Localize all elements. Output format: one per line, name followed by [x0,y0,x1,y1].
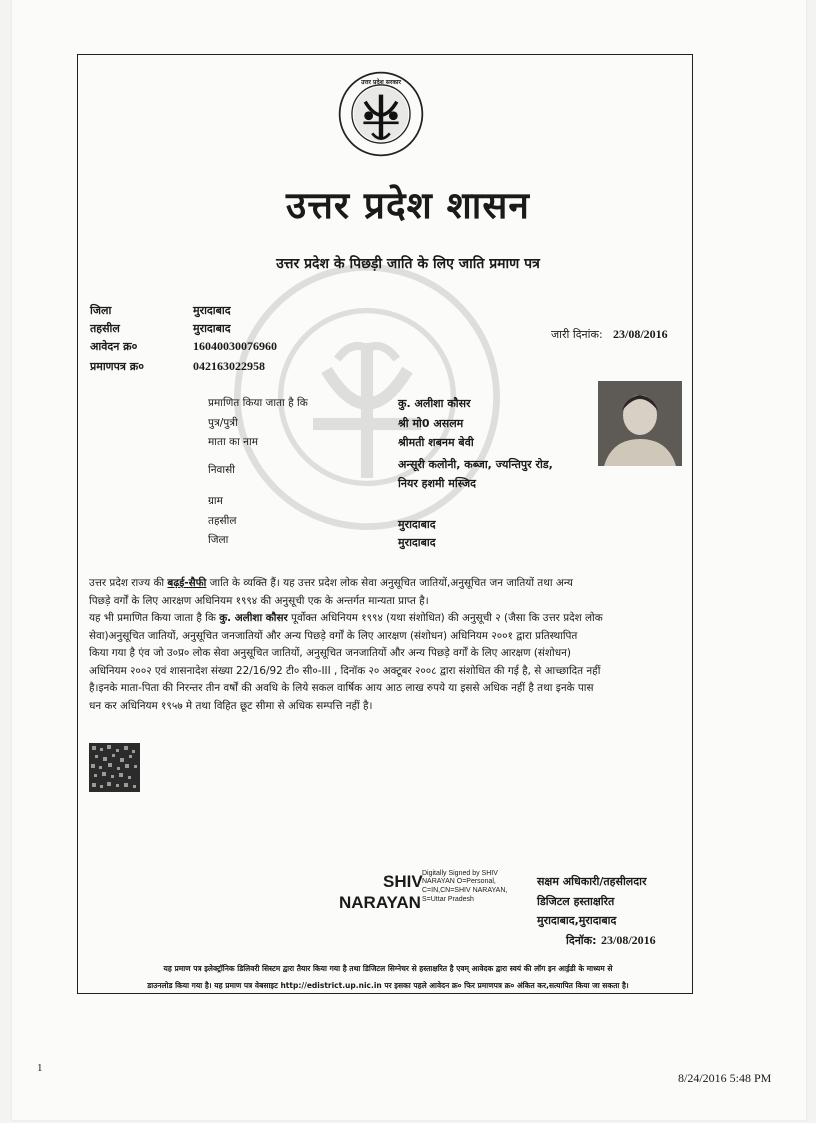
p2-line2: सेवा)अनुसूचित जातियों, अनुसूचित जनजातियों और अन्य पिछड़े वर्गों के लिए आरक्षण (संशोधन) अधिनियम २००१ द्वारा प्रतिस्थापित [89,629,578,642]
p2-name: कु. अलीशा कौसर [219,612,288,624]
father-name: श्री मो0 असलम [398,417,464,430]
footnote-line1: यह प्रमाण पत्र इलेक्ट्रॉनिक डिलिवरी सिस्टम द्वारा तैयार किया गया है तथा डिजिटल सिग्नेचर से हस्ताक्षरित है एवम् आवेदक द्वारा स्वयं की लॉग इन आई़डी के माध्यम से [163,964,613,973]
application-number-label: आवेदन क्र० [90,340,138,353]
signer-name-line2: NARAYAN [339,893,421,912]
seal-text: उत्तर प्रदेश सरकार [361,79,401,86]
p2-line4: अधिनियम २००२ एवं शासनादेश संख्या 22/16/92 टी० सी०-III , दिनॉक २० अक्टूबर २००८ द्वारा संशोधित की गई है, से आच्छादित नहीं [89,664,601,677]
tehsil-value: मुरादाबाद [193,322,231,335]
p1-rest: जाति के व्यक्ति हैं। यह उत्तर प्रदेश लोक सेवा अनुसूचित जातियों,अनुसूचित जन जातियों तथा अन्य [206,577,573,589]
district-label: जिला [90,304,112,317]
certificate-title: उत्तर प्रदेश के पिछड़ी जाति के लिए जाति प्रमाण पत्र [276,256,540,272]
resident-label: निवासी [208,464,235,476]
p2-line5: है।इनके माता-पिता की निरन्तर तीन वर्षों की अवधि के लिये सकल वार्षिक आय आठ लाख रुपये या इससे अधिक नहीं है तथा इनके पास [89,682,594,694]
p2-line6: धन कर अधिनियम १९५७ मे तथा विहित छूट सीमा से अधिक सम्पत्ति नहीं है। [89,699,373,712]
district-value: मुरादाबाद [193,304,231,317]
p2-line3: किया गया है एंव जो उ०प्र० लोक सेवा अनुसूचित जातियों, अनुसूचित जनजातियों और अन्य पिछड़े वर्गों के लिए आरक्षण (संशोधन) [89,647,571,659]
person-tehsil-label: तहसील [208,515,237,527]
applicant-photo [598,381,682,466]
tehsil-label: तहसील [90,322,120,335]
officer-title: सक्षम अधिकारी/तहसीलदार [537,875,647,888]
signer-name-line1: SHIV [383,872,423,891]
village-label: ग्राम [208,495,223,507]
person-district-label: जिला [208,534,229,546]
person-district-value: मुरादाबाद [398,536,436,549]
issue-date-label: जारी दिनांक: [551,328,603,341]
person-portrait-icon [598,381,682,466]
mother-name: श्रीमती शबनम बेवी [398,436,474,449]
officer-location: मुरादाबाद,मुरादाबाद [537,914,617,927]
address-line-1: अन्सूरी कलोनी, कब्जा, ज्यन्तिपुर रोड, [398,458,553,471]
signature-meta-4: S=Uttar Pradesh [422,896,474,903]
p2-start: यह भी प्रमाणित किया जाता है कि [89,612,220,624]
officer-date: 23/08/2016 [601,933,656,947]
body-text [89,575,685,715]
certificate-number-value: 042163022958 [193,359,265,373]
person-tehsil-value: मुरादाबाद [398,518,436,531]
signature-meta-2: NARAYAN O=Personal, [422,878,496,885]
mother-label: माता का नाम [208,436,258,448]
signature-meta-1: Digitally Signed by SHIV [422,870,498,877]
relation-label: पुत्र/पुत्री [208,417,238,429]
print-timestamp: 8/24/2016 5:48 PM [678,1071,772,1085]
p2-rest: पूर्वोक्त अधिनियम १९९४ (यथा संशोधित) की अनुसूची २ (जैसा कि उत्तर प्रदेश लोक [287,612,603,624]
certify-label: प्रमाणित किया जाता है कि [208,397,308,409]
applicant-name: कु. अलीशा कौसर [398,397,471,410]
officer-digital: डिजिटल हस्ताक्षरित [537,895,615,908]
p1-line2: पिछड़े वर्गों के लिए आरक्षण अधिनियम १९९४ की अनुसूची एक के अन्तर्गत मान्यता प्राप्त है। [89,594,429,607]
government-title: उत्तर प्रदेश शासन [286,184,530,227]
certificate-number-label: प्रमाणपत्र क्र० [90,360,144,373]
qr-code [89,743,140,792]
footnote-line2: डाउनलोड किया गया है। यह प्रमाण पत्र वेबसाइट http://edistrict.up.nic.in पर इसका पहले आवेदन क्र० फिर प्रमाणपत्र क्र० अंकित कर,सत्यापित किया जा सकता है। [147,981,629,990]
officer-date-label: दिनॉक: [566,934,597,947]
caste-name: बढ़ई-सैफी [167,577,207,589]
application-number-value: 160400300769​60 [193,339,277,353]
qr-code-icon [89,743,140,792]
issue-date-value: 23/08/2016 [613,327,668,341]
signature-meta-3: C=IN,CN=SHIV NARAYAN, [422,887,508,894]
page-mark: 1 [37,1062,43,1074]
p1-start: उत्तर प्रदेश राज्य की [89,577,168,589]
address-line-2: नियर हशमी मस्जिद [398,477,476,490]
